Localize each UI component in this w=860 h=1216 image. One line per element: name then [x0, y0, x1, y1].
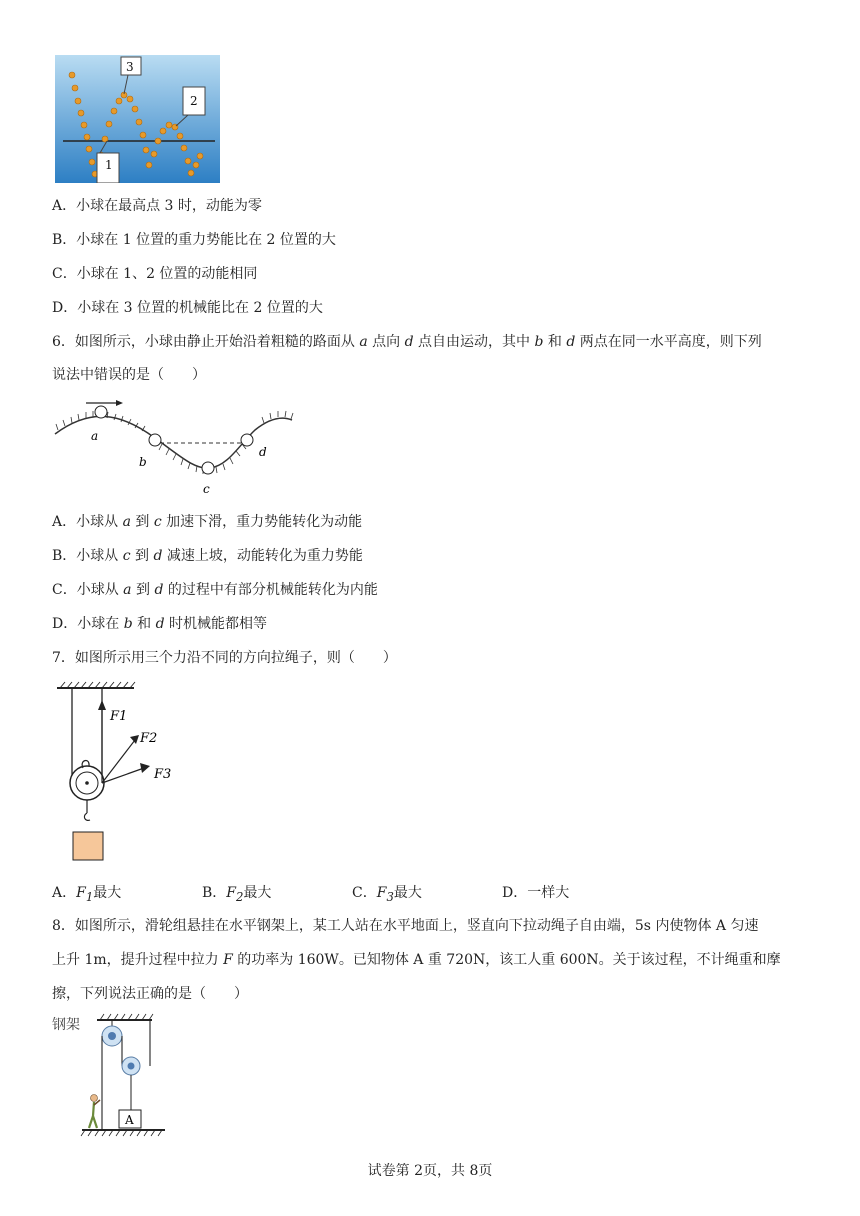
q6-option-text: 时机械能都相等: [164, 616, 267, 632]
q6-stem-line1: [52, 331, 762, 351]
q5-label-3: 3: [126, 60, 134, 74]
q8-fig-label-a: A: [125, 1113, 134, 1127]
q6-option-text: D．小球在: [52, 616, 124, 632]
q7-option-var: F: [226, 885, 237, 901]
q7-option-a[interactable]: [52, 882, 121, 904]
q7-option-prefix: B．: [202, 885, 227, 901]
q6-option-text: 和: [132, 616, 156, 632]
q6-fig-label-c: c: [203, 482, 210, 496]
q6-option-var: c: [122, 548, 131, 564]
q6-option-c[interactable]: [52, 579, 378, 599]
q7-option-var: F: [376, 885, 387, 901]
worker-icon: [89, 1095, 100, 1129]
q6-stem-text: 两点在同一水平高度，则下列: [575, 334, 762, 350]
q8-stem-text: 上升 1m，提升过程中拉力: [52, 952, 224, 968]
q6-var-d: d: [566, 334, 576, 350]
q6-option-var: c: [153, 514, 162, 530]
q6-var-a: a: [359, 334, 368, 350]
q5-option-c[interactable]: C．小球在 1、2 位置的动能相同: [52, 266, 258, 282]
q6-option-var: d: [153, 548, 163, 564]
q8-stem-text: 的功率为 160W。已知物体 A 重 720N，该工人重 600N。关于该过程，不计绳重和摩: [232, 952, 781, 968]
q7-option-suffix: 最大: [393, 885, 422, 901]
q6-var-b: b: [534, 334, 544, 350]
q6-option-d[interactable]: [52, 613, 267, 633]
q6-stem-text: 点向: [367, 334, 405, 350]
q6-stem-text: 点自由运动，其中: [413, 334, 535, 350]
q7-option-b[interactable]: [202, 882, 271, 904]
q7-option-var: F: [76, 885, 86, 901]
q7-option-prefix: D．: [502, 885, 528, 901]
q7-option-suffix: 最大: [243, 885, 272, 901]
q5-option-a[interactable]: A．小球在最高点 3 时，动能为零: [52, 198, 262, 214]
q6-option-var: a: [123, 582, 132, 598]
q6-option-text: C．小球从: [52, 582, 124, 598]
q6-option-var: b: [123, 616, 133, 632]
q6-option-text: 到: [131, 582, 155, 598]
q6-option-a[interactable]: [52, 511, 362, 531]
q8-stem-line1: 8．如图所示，滑轮组悬挂在水平钢架上，某工人站在水平地面上，竖直向下拉动绳子自由端，5s 内使物体 A 匀速: [52, 918, 759, 934]
q7-pulley-figure: [52, 680, 192, 865]
q8-fig-label-steel-frame: 钢架: [52, 1017, 80, 1033]
q7-option-c[interactable]: [352, 882, 422, 904]
q6-option-b[interactable]: [52, 545, 363, 565]
q7-fig-label-f3: F3: [154, 767, 172, 782]
q8-var-f: F: [223, 952, 233, 968]
q6-option-text: 的过程中有部分机械能转化为内能: [163, 582, 378, 598]
q5-option-d[interactable]: D．小球在 3 位置的机械能比在 2 位置的大: [52, 300, 323, 316]
q6-var-d: d: [404, 334, 414, 350]
q5-label-1: 1: [105, 158, 113, 172]
q6-fig-label-d: d: [259, 445, 267, 459]
q7-option-sub: 1: [85, 889, 94, 904]
q6-option-text: 到: [130, 514, 154, 530]
q8-stem-line3: 擦，下列说法正确的是（ ）: [52, 986, 248, 1002]
q6-stem-text: 和: [543, 334, 567, 350]
q6-option-var: d: [154, 582, 164, 598]
q5-option-b[interactable]: B．小球在 1 位置的重力势能比在 2 位置的大: [52, 232, 336, 248]
q5-label-2: 2: [190, 94, 198, 108]
page-footer: 试卷第 2页，共 8页: [367, 1163, 493, 1179]
q6-option-var: a: [122, 514, 131, 530]
q7-option-prefix: C．: [352, 885, 377, 901]
q6-option-text: B．小球从: [52, 548, 123, 564]
q6-fig-label-b: b: [139, 455, 147, 469]
q7-option-sub: 3: [386, 889, 394, 904]
q6-track-figure: [50, 398, 295, 498]
q6-option-text: 减速上坡，动能转化为重力势能: [162, 548, 363, 564]
q7-option-d[interactable]: [502, 882, 569, 902]
q6-stem-line2: 说法中错误的是（ ）: [52, 367, 206, 383]
q7-option-sub: 2: [236, 889, 244, 904]
q6-option-text: 加速下滑，重力势能转化为动能: [161, 514, 363, 530]
q8-stem-line2: [52, 949, 781, 969]
q7-option-prefix: A．: [52, 885, 77, 901]
q8-pulley-system-figure: [52, 1010, 182, 1145]
q7-stem: 7．如图所示用三个力沿不同的方向拉绳子，则（ ）: [52, 650, 397, 666]
q6-stem-text: 6．如图所示，小球由静止开始沿着粗糙的路面从: [52, 334, 360, 350]
q7-fig-label-f2: F2: [140, 731, 158, 746]
q7-fig-label-f1: F1: [110, 709, 128, 724]
q7-option-suffix: 一样大: [527, 885, 570, 901]
q6-option-text: 到: [130, 548, 154, 564]
q5-bounce-figure: [55, 55, 220, 183]
q7-option-suffix: 最大: [93, 885, 122, 901]
q6-option-var: d: [155, 616, 165, 632]
q6-option-text: A．小球从: [52, 514, 123, 530]
q6-fig-label-a: a: [91, 429, 99, 443]
